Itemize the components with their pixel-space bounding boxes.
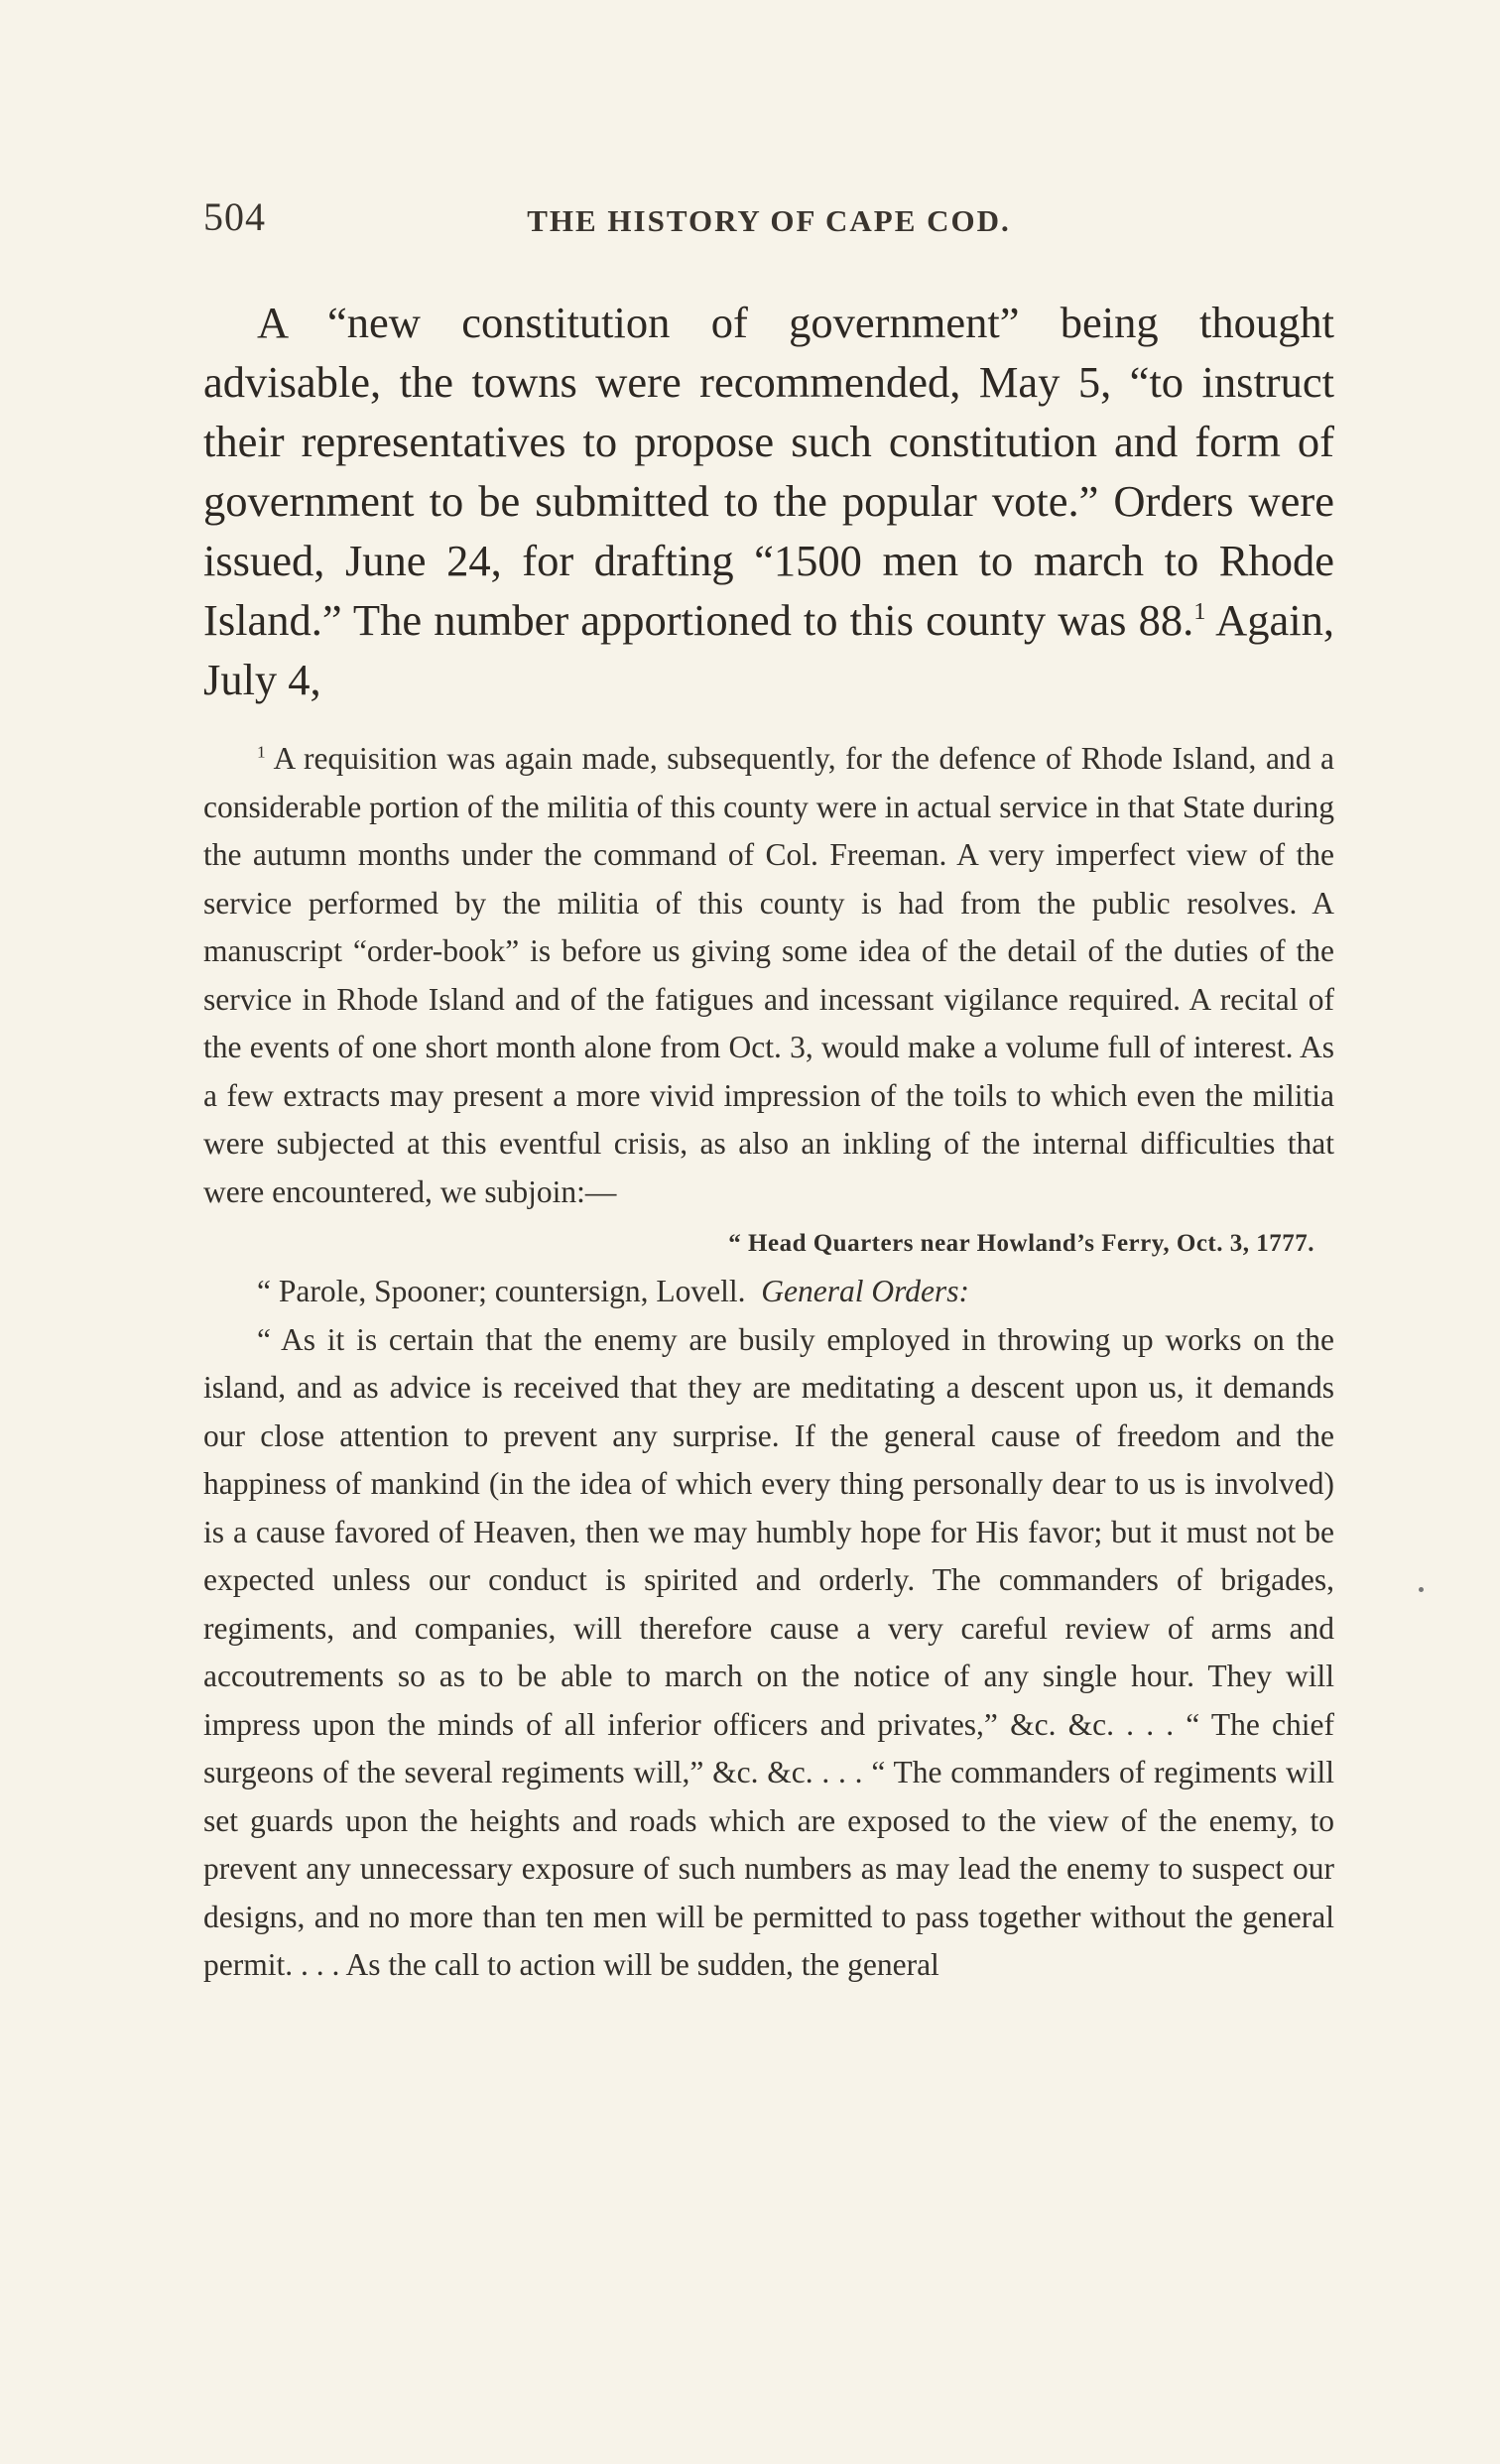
footnote-reference: 1: [1193, 598, 1206, 626]
footnote-paragraph: [203, 735, 1334, 1216]
page-number: 504: [203, 194, 266, 239]
general-orders-heading: General Orders:: [761, 1274, 969, 1308]
footnote-text: A requisition was again made, subsequently, for the defence of Rhode Island, and a considerable portion of the militia of this county were in actual service in that State during the autumn months under the command of Col. Freeman. A very imperfect view of the service performed by the militia of this county is had from the public resolves. A manuscript “order-book” is before us giving some idea of the detail of the duties of the service in Rhode Island and of the fatigues and incessant vigilance required. A recital of the events of one short month alone from Oct. 3, would make a volume full of interest. As a few extracts may present a more vivid impression of the toils to which even the militia were subjected at this eventful crisis, as also an inkling of the internal difficulties that were encountered, we subjoin:—: [203, 741, 1334, 1209]
book-page: [203, 193, 1334, 1990]
quoted-orders: “ As it is certain that the enemy are busily employed in throwing up works on the island, and as advice is received that they are meditating a descent upon us, it demands our close attention to prevent any surprise. If the general cause of freedom and the happiness of mankind (in the idea of which every thing personally dear to us is involved) is a cause favored of Heaven, then we may humbly hope for His favor; but it must not be expected unless our conduct is spirited and orderly. The commanders of brigades, regiments, and companies, will therefore cause a very careful review of arms and accoutrements so as to be able to march on the notice of any single hour. They will impress upon the minds of all inferior officers and privates,” &c. &c. . . . “ The chief surgeons of the several regiments will,” &c. &c. . . . “ The commanders of regiments will set guards upon the heights and roads which are exposed to the view of the enemy, to prevent any unnecessary exposure of such numbers as may lead the enemy to suspect our designs, and no more than ten men will be permitted to pass together without the general permit. . . . As the call to action will be sudden, the general: [203, 1321, 1334, 1982]
body-paragraph-text-end: Again, July 4,: [203, 595, 1335, 704]
parole-line: [203, 1268, 1334, 1316]
quote-dateline: “ Head Quarters near Howland’s Ferry, Oct. 3, 1777.: [728, 1230, 1314, 1257]
body-paragraph-text: A “new constitution of government” being thought advisable, the towns were recommended, May 5, “to instruct their representatives to propose such constitution and form of government to be submitted to the popular vote.” Orders were issued, June 24, for drafting “1500 men to march to Rhode Island.” The number apportioned to this county was 88.: [203, 298, 1334, 645]
running-head: [203, 193, 1334, 253]
footnote-marker: 1: [257, 742, 266, 762]
body-paragraph: [203, 293, 1334, 709]
main-text: [203, 293, 1334, 709]
parole-text: “ Parole, Spooner; countersign, Lovell.: [257, 1274, 746, 1308]
stray-ink-mark: [1419, 1587, 1424, 1592]
footnote: [203, 735, 1334, 1990]
running-title: THE HISTORY OF CAPE COD.: [527, 203, 1011, 238]
